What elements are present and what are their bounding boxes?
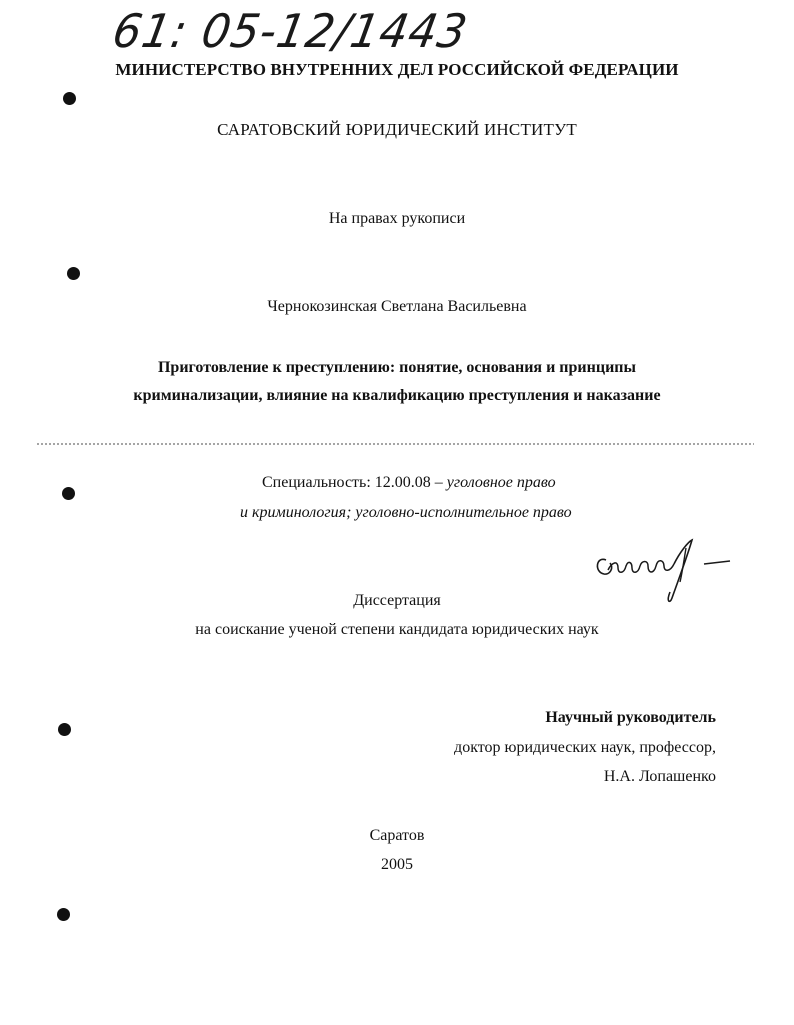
title-line-1: Приготовление к преступлению: понятие, основания и принципы <box>157 359 637 376</box>
degree-line: на соискание ученой степени кандидата юридических наук <box>195 621 599 638</box>
institute-heading: САРАТОВСКИЙ ЮРИДИЧЕСКИЙ ИНСТИТУТ <box>217 120 577 139</box>
scan-dotted-rule <box>36 442 754 446</box>
supervisor-heading: Научный руководитель <box>545 709 716 726</box>
supervisor-name: Н.А. Лопашенко <box>603 768 716 785</box>
author-name: Чернокозинская Светлана Васильевна <box>267 298 527 315</box>
city: Саратов <box>369 827 425 844</box>
punch-hole-icon <box>63 92 76 105</box>
specialty-label: Специальность: 12.00.08 – <box>262 474 443 491</box>
year: 2005 <box>381 856 413 873</box>
ministry-heading: МИНИСТЕРСТВО ВНУТРЕННИХ ДЕЛ РОССИЙСКОЙ ФЕДЕРАЦИИ <box>115 60 679 79</box>
specialty-name-part-2: и криминология; уголовно-исполнительное право <box>240 504 572 521</box>
specialty-line-1 <box>262 473 556 493</box>
punch-hole-icon <box>62 487 75 500</box>
punch-hole-icon <box>57 908 70 921</box>
dissertation-label: Диссертация <box>353 592 441 609</box>
punch-hole-icon <box>58 723 71 736</box>
manuscript-note: На правах рукописи <box>328 210 466 227</box>
supervisor-rank: доктор юридических наук, профессор, <box>454 739 716 756</box>
title-line-2: криминализации, влияние на квалификацию преступления и наказание <box>133 387 661 404</box>
specialty-name-part-1: уголовное право <box>446 474 556 491</box>
handwritten-archive-number: 61: 05-12/1443 <box>108 4 472 59</box>
punch-hole-icon <box>67 267 80 280</box>
